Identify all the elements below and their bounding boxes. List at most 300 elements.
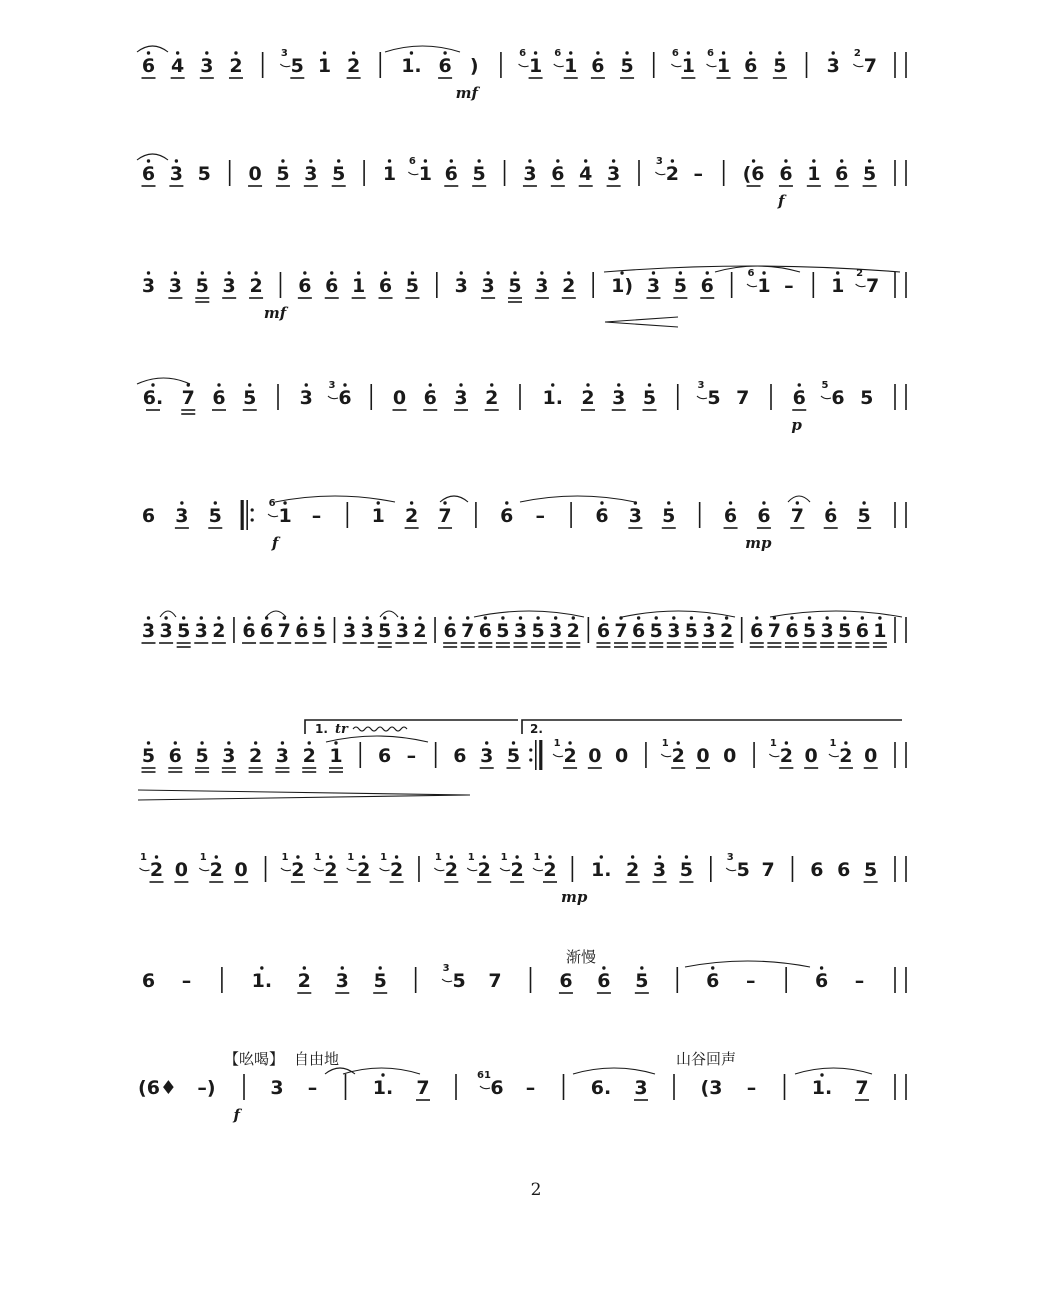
note: 5	[195, 275, 209, 297]
repeat-dot	[529, 748, 532, 751]
octave-dot	[460, 271, 463, 274]
note: 0	[392, 387, 407, 409]
grace-note: 1	[553, 738, 561, 749]
note: 6	[168, 745, 182, 767]
octave-dot	[217, 383, 220, 386]
note: 6	[723, 505, 738, 527]
octave-dot	[227, 271, 230, 274]
repeat-dot	[251, 508, 254, 511]
octave-dot	[151, 383, 154, 386]
octave-dot	[785, 741, 788, 744]
octave-dot	[602, 616, 605, 619]
note: 7	[863, 55, 877, 77]
octave-dot	[707, 616, 710, 619]
slur	[160, 611, 176, 617]
note: 2	[510, 859, 524, 881]
slur	[385, 46, 460, 52]
note: 2	[291, 859, 305, 881]
note: 1	[716, 55, 731, 77]
octave-dot	[443, 501, 446, 504]
grace-slur	[434, 868, 444, 871]
octave-dot	[658, 855, 661, 858]
octave-dot	[667, 501, 670, 504]
octave-dot	[519, 616, 522, 619]
volta-2-label: 2.	[530, 722, 543, 736]
octave-dot	[318, 616, 321, 619]
note: 5	[684, 620, 699, 642]
note: 5	[373, 970, 387, 992]
note: 5	[405, 275, 420, 297]
note: 5	[378, 620, 392, 642]
dynamic-mark: f	[233, 1106, 240, 1124]
octave-dot	[410, 51, 413, 54]
note: 1.	[591, 859, 612, 881]
note: 6	[295, 620, 309, 642]
note: 6	[141, 970, 156, 992]
octave-dot	[861, 616, 864, 619]
octave-dot	[300, 616, 303, 619]
note: 6	[597, 970, 611, 992]
octave-dot	[395, 855, 398, 858]
grace-note: 1	[769, 738, 777, 749]
note: 5	[773, 55, 787, 77]
note: 0	[723, 745, 737, 767]
note: 5	[506, 745, 521, 767]
note: 6.	[142, 387, 164, 409]
octave-dot	[329, 855, 332, 858]
octave-dot	[620, 271, 623, 274]
octave-dot	[548, 855, 551, 858]
octave-dot	[631, 855, 634, 858]
grace-slur	[280, 64, 290, 67]
note: (6	[742, 163, 765, 185]
note: 3	[513, 620, 528, 642]
octave-dot	[411, 271, 414, 274]
note: 5	[197, 163, 211, 185]
note: –	[525, 1077, 536, 1099]
octave-dot	[341, 966, 344, 969]
volta-1-label: 1.	[315, 722, 328, 736]
note: 7	[488, 970, 502, 992]
octave-dot	[384, 271, 387, 274]
note: 3	[175, 505, 189, 527]
note: –	[307, 1077, 318, 1099]
octave-dot	[410, 501, 413, 504]
octave-dot	[569, 51, 572, 54]
note: 5	[736, 859, 750, 881]
free-time-label: 自由地	[294, 1050, 340, 1068]
note: 3	[194, 620, 208, 642]
octave-dot	[486, 271, 489, 274]
grace-slur	[442, 979, 452, 982]
note: 6	[831, 387, 845, 409]
note: 1	[807, 163, 821, 185]
octave-dot	[343, 383, 346, 386]
note: 3	[360, 620, 374, 642]
grace-slur	[655, 172, 665, 175]
grace-note: 3	[280, 48, 288, 59]
note: –	[854, 970, 865, 992]
octave-dot	[180, 501, 183, 504]
octave-dot	[201, 271, 204, 274]
octave-dot	[334, 741, 337, 744]
hairpin-line	[138, 790, 470, 795]
octave-dot	[484, 616, 487, 619]
note: 2	[405, 505, 419, 527]
note: 2	[297, 970, 311, 992]
grace-note: 1	[347, 852, 355, 863]
note: 3	[481, 275, 495, 297]
slur	[275, 496, 395, 502]
note: 6	[810, 859, 824, 881]
octave-dot	[685, 855, 688, 858]
note: 5	[290, 55, 304, 77]
octave-dot	[617, 383, 620, 386]
note: 2	[389, 859, 404, 881]
grace-note: 5	[821, 380, 829, 391]
octave-dot	[147, 51, 150, 54]
grace-slur	[553, 754, 563, 757]
octave-dot	[248, 383, 251, 386]
octave-dot	[348, 616, 351, 619]
note: 5	[452, 970, 466, 992]
note: 6	[837, 859, 851, 881]
grace-slur	[199, 868, 209, 871]
note: 6	[750, 620, 764, 642]
note: 1	[382, 163, 397, 185]
note: 3	[826, 55, 840, 77]
repeat-dot	[529, 758, 532, 761]
note: 6	[490, 1077, 504, 1099]
note: 5	[276, 163, 290, 185]
note: 4	[171, 55, 185, 77]
note: 6	[423, 387, 437, 409]
note: 5	[860, 387, 874, 409]
octave-dot	[296, 855, 299, 858]
grace-slur	[408, 172, 418, 175]
note: 6	[141, 163, 156, 185]
octave-dot	[778, 51, 781, 54]
octave-dot	[176, 51, 179, 54]
note: 6	[242, 620, 256, 642]
echo-label: 山谷回声	[676, 1050, 737, 1068]
octave-dot	[602, 966, 605, 969]
slur	[788, 496, 810, 502]
note: 0	[804, 745, 818, 767]
note: –	[311, 505, 322, 527]
note: 6	[377, 745, 392, 767]
note: 3	[535, 275, 549, 297]
note: 3	[820, 620, 834, 642]
volta-bracket-2	[522, 720, 902, 734]
octave-dot	[568, 741, 571, 744]
note: 2	[485, 387, 499, 409]
grace-note: 6	[747, 268, 755, 279]
note: 5	[312, 620, 327, 642]
grace-note: 3	[442, 963, 450, 974]
note: 2	[324, 859, 338, 881]
slur	[137, 378, 190, 384]
grace-note: 1	[829, 738, 837, 749]
slur	[266, 611, 286, 617]
note: 5	[862, 163, 877, 185]
grace-note: 1	[500, 852, 508, 863]
grace-slur	[661, 754, 671, 757]
note: 2	[671, 745, 685, 767]
grace-slur	[281, 868, 291, 871]
note: 5	[332, 163, 346, 185]
octave-dot	[722, 51, 725, 54]
octave-dot	[174, 741, 177, 744]
note: 0	[174, 859, 189, 881]
grace-note: 3	[726, 852, 734, 863]
octave-dot	[808, 616, 811, 619]
grace-slur	[707, 64, 717, 67]
octave-dot	[648, 383, 651, 386]
octave-dot	[227, 741, 230, 744]
note: 2	[477, 859, 491, 881]
note: 6	[744, 55, 758, 77]
note: (6♦	[138, 1077, 177, 1099]
crescendo-hairpin	[605, 317, 678, 327]
octave-dot	[485, 741, 488, 744]
note: 3	[222, 745, 236, 767]
slur	[573, 1068, 655, 1074]
octave-dot	[281, 159, 284, 162]
grace-slur	[140, 868, 150, 871]
octave-dot	[283, 501, 286, 504]
note: 6	[792, 387, 806, 409]
grace-slur	[853, 64, 863, 67]
grace-note: 6	[707, 48, 715, 59]
octave-dot	[174, 271, 177, 274]
octave-dot	[448, 616, 451, 619]
note: 2	[719, 620, 734, 642]
octave-dot	[477, 159, 480, 162]
slur	[685, 961, 810, 967]
note: 6	[700, 275, 714, 297]
note: 0	[696, 745, 710, 767]
grace-note: 1	[661, 738, 669, 749]
octave-dot	[182, 616, 185, 619]
note: 3	[222, 275, 236, 297]
octave-dot	[200, 741, 203, 744]
octave-dot	[254, 741, 257, 744]
grace-slur	[697, 396, 707, 399]
note: –	[535, 505, 545, 527]
note: 6	[500, 505, 514, 527]
note: 3	[628, 505, 642, 527]
octave-dot	[459, 383, 462, 386]
octave-dot	[490, 383, 493, 386]
dynamic-mark: f	[271, 534, 279, 552]
note: 2	[665, 163, 680, 185]
octave-dot	[528, 159, 531, 162]
octave-dot	[677, 741, 680, 744]
octave-dot	[655, 616, 658, 619]
note: 7	[416, 1077, 430, 1099]
note: 5	[472, 163, 486, 185]
dynamic-mark: f	[778, 192, 785, 210]
grace-note: 61	[477, 1070, 491, 1081]
grace-note: 1	[434, 852, 442, 863]
note: 1	[371, 505, 385, 527]
note: 5	[662, 505, 676, 527]
octave-dot	[147, 159, 150, 162]
octave-dot	[513, 271, 516, 274]
slur	[474, 611, 584, 617]
tempo-mark: 渐慢	[566, 948, 597, 966]
octave-dot	[784, 159, 787, 162]
octave-dot	[843, 616, 846, 619]
note: 3	[634, 1077, 648, 1099]
note: 2	[779, 745, 793, 767]
grace-slur	[347, 868, 357, 871]
note: 3	[299, 387, 313, 409]
note: 6	[453, 745, 467, 767]
octave-dot	[729, 501, 732, 504]
octave-dot	[600, 855, 603, 858]
note: 2	[444, 859, 458, 881]
slur	[715, 266, 800, 272]
grace-slur	[829, 754, 839, 757]
grace-note: 3	[655, 156, 663, 167]
note: 5	[531, 620, 545, 642]
octave-dot	[637, 616, 640, 619]
octave-dot	[429, 383, 432, 386]
dynamic-mark: p	[791, 416, 802, 434]
grace-slur	[554, 64, 564, 67]
octave-dot	[711, 966, 714, 969]
note: 6	[378, 275, 393, 297]
octave-dot	[725, 616, 728, 619]
slur	[325, 1068, 355, 1074]
note: 0	[234, 859, 248, 881]
note: –	[181, 970, 192, 992]
octave-dot	[625, 51, 628, 54]
octave-dot	[337, 159, 340, 162]
octave-dot	[501, 616, 504, 619]
note: 1.	[372, 1077, 394, 1099]
note: 6	[785, 620, 799, 642]
note: 1	[418, 163, 433, 185]
grace-slur	[533, 868, 543, 871]
note: 0	[864, 745, 878, 767]
octave-dot	[796, 501, 799, 504]
grace-slur	[726, 868, 736, 871]
slur	[795, 1068, 872, 1074]
grace-slur	[480, 1086, 490, 1089]
octave-dot	[388, 159, 391, 162]
note: 4	[579, 163, 593, 185]
section-label: 【吆喝】	[224, 1050, 285, 1068]
octave-dot	[379, 966, 382, 969]
text-layer	[0, 0, 1050, 1]
note: 7	[438, 505, 452, 527]
note: 3	[200, 55, 214, 77]
dynamic-mark: mp	[561, 888, 588, 906]
note: 3	[454, 275, 468, 297]
note: 7	[736, 387, 750, 409]
note: 3	[270, 1077, 284, 1099]
trill-wave	[353, 727, 407, 731]
note: 5	[508, 275, 522, 297]
grace-slur	[747, 284, 757, 287]
octave-dot	[308, 741, 311, 744]
octave-dot	[554, 616, 557, 619]
note: 6	[814, 970, 829, 992]
octave-dot	[450, 855, 453, 858]
octave-dot	[155, 855, 158, 858]
octave-dot	[844, 741, 847, 744]
note: 3	[652, 859, 667, 881]
octave-dot	[164, 616, 167, 619]
note: 6	[632, 620, 646, 642]
octave-dot	[798, 383, 801, 386]
octave-dot	[483, 855, 486, 858]
octave-dot	[309, 159, 312, 162]
note: 6.	[590, 1077, 612, 1099]
note: 2	[581, 387, 595, 409]
note: 2	[212, 620, 226, 642]
grace-note: 3	[328, 380, 336, 391]
note: 5	[679, 859, 694, 881]
note: 5	[673, 275, 687, 297]
octave-dot	[260, 966, 263, 969]
octave-dot	[586, 383, 589, 386]
note: 3	[395, 620, 409, 642]
note: 6	[835, 163, 849, 185]
note: –)	[197, 1077, 216, 1099]
octave-dot	[584, 159, 587, 162]
note: 3	[168, 275, 183, 297]
note: 6	[706, 970, 720, 992]
grace-note: 1	[380, 852, 388, 863]
octave-dot	[812, 159, 815, 162]
note: 5	[642, 387, 657, 409]
octave-dot	[820, 966, 823, 969]
note: 1	[873, 620, 887, 642]
note: 3	[141, 275, 156, 297]
note: 6	[141, 55, 156, 77]
grace-slur	[467, 868, 477, 871]
octave-dot	[820, 1073, 823, 1076]
grace-slur	[821, 396, 831, 399]
note: –	[784, 275, 794, 297]
note: 2	[839, 745, 853, 767]
note: 5	[802, 620, 817, 642]
dynamic-mark: mf	[455, 84, 478, 102]
octave-dot	[534, 51, 537, 54]
octave-dot	[362, 855, 365, 858]
slur	[137, 154, 168, 160]
note: 7	[614, 620, 628, 642]
grace-note: 1	[199, 852, 207, 863]
octave-dot	[505, 501, 508, 504]
grace-note: 2	[856, 268, 864, 279]
note: 7	[855, 1077, 869, 1099]
octave-dot	[215, 855, 218, 858]
note: 3	[646, 275, 661, 297]
octave-dot	[840, 159, 843, 162]
note: 6	[757, 505, 771, 527]
note: 6	[591, 55, 605, 77]
octave-dot	[600, 501, 603, 504]
octave-dot	[352, 51, 355, 54]
note: 5	[707, 387, 721, 409]
note: 6	[444, 163, 458, 185]
grace-slur	[671, 64, 681, 67]
